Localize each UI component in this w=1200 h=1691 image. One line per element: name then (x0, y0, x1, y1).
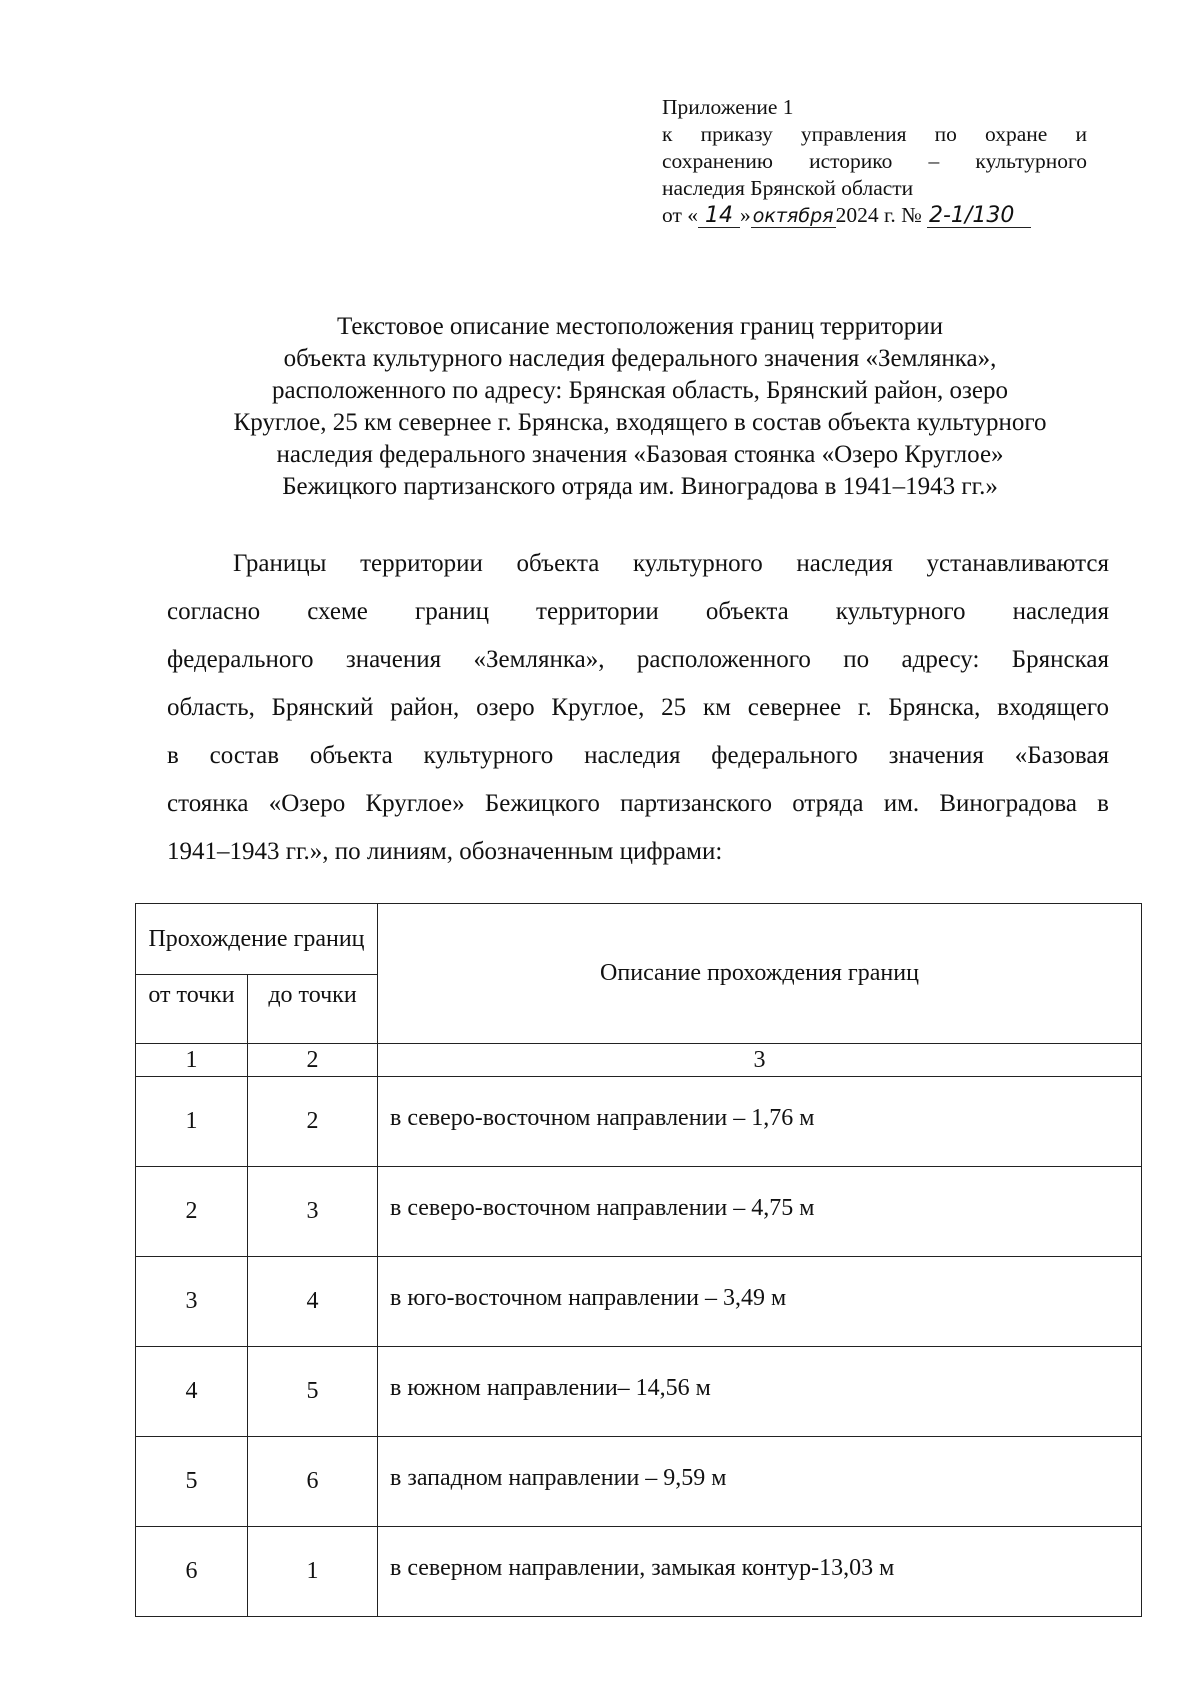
paragraph-line: в состав объекта культурного наследия федерального значения «Базовая (167, 742, 1109, 769)
header-description: Описание прохождения границ (378, 904, 1142, 1044)
paragraph-line: 1941–1943 гг.», по линиям, обозначенным цифрами: (167, 838, 723, 865)
header-boundary-passage: Прохождение границ (136, 904, 378, 975)
to-point-cell: 6 (248, 1437, 378, 1527)
boundaries-table (135, 903, 1142, 1617)
table-row (136, 1437, 1142, 1527)
appendix-line-2: к приказу управления по охране и (662, 122, 1087, 146)
table-row (136, 1347, 1142, 1437)
paragraph-line: стоянка «Озеро Круглое» Бежицкого партизанского отряда им. Виноградова в (167, 790, 1109, 817)
to-point-cell: 2 (248, 1077, 378, 1167)
to-point-cell: 4 (248, 1257, 378, 1347)
date-year: 2024 г. № (835, 203, 922, 227)
date-day-handwritten: 14 (698, 205, 740, 228)
description-cell: в юго-восточном направлении – 3,49 м (378, 1257, 1142, 1347)
from-point-cell: 3 (136, 1257, 248, 1347)
description-cell: в западном направлении – 9,59 м (378, 1437, 1142, 1527)
description-cell: в южном направлении– 14,56 м (378, 1347, 1142, 1437)
column-number: 2 (248, 1044, 378, 1077)
table-row (136, 1257, 1142, 1347)
from-point-cell: 2 (136, 1167, 248, 1257)
from-point-cell: 5 (136, 1437, 248, 1527)
column-number: 1 (136, 1044, 248, 1077)
date-mid: » (740, 203, 751, 227)
column-number-row (136, 1044, 1142, 1077)
table-row (136, 1167, 1142, 1257)
appendix-line-4: наследия Брянской области (662, 176, 914, 200)
appendix-date-line (662, 202, 1087, 229)
body-paragraph (167, 540, 1109, 876)
column-number: 3 (378, 1044, 1142, 1077)
description-cell: в северо-восточном направлении – 4,75 м (378, 1167, 1142, 1257)
document-title (150, 311, 1130, 503)
appendix-block (662, 94, 1087, 229)
title-line-3: расположенного по адресу: Брянская область, Брянский район, озеро (272, 377, 1008, 404)
title-line-1: Текстовое описание местоположения границ территории (337, 313, 943, 340)
paragraph-line: Границы территории объекта культурного наследия устанавливаются (233, 550, 1109, 577)
to-point-cell: 1 (248, 1527, 378, 1617)
title-line-6: Бежицкого партизанского отряда им. Виноградова в 1941–1943 гг.» (282, 473, 998, 500)
table-row (136, 1077, 1142, 1167)
title-line-2: объекта культурного наследия федерального значения «Землянка», (283, 345, 997, 372)
from-point-cell: 6 (136, 1527, 248, 1617)
title-line-5: наследия федерального значения «Базовая стоянка «Озеро Круглое» (276, 441, 1004, 468)
from-point-cell: 4 (136, 1347, 248, 1437)
appendix-line-3: сохранению историко – культурного (662, 149, 1087, 173)
date-month-handwritten: октября (752, 205, 834, 227)
paragraph-line: федерального значения «Землянка», расположенного по адресу: Брянская (167, 646, 1109, 673)
title-line-4: Круглое, 25 км севернее г. Брянска, входящего в состав объекта культурного (233, 409, 1047, 436)
paragraph-line: согласно схеме границ территории объекта культурного наследия (167, 598, 1109, 625)
date-prefix: от « (662, 203, 698, 227)
description-cell: в северо-восточном направлении – 1,76 м (378, 1077, 1142, 1167)
from-point-cell: 1 (136, 1077, 248, 1167)
table-row (136, 1527, 1142, 1617)
appendix-title: Приложение 1 (662, 95, 794, 119)
paragraph-line: область, Брянский район, озеро Круглое, 25 км севернее г. Брянска, входящего (167, 694, 1109, 721)
header-from-point: от точки (136, 975, 248, 1044)
to-point-cell: 3 (248, 1167, 378, 1257)
description-cell: в северном направлении, замыкая контур-13,03 м (378, 1527, 1142, 1617)
header-to-point: до точки (248, 975, 378, 1044)
to-point-cell: 5 (248, 1347, 378, 1437)
order-number-handwritten: 2-1/130 (927, 205, 1031, 228)
